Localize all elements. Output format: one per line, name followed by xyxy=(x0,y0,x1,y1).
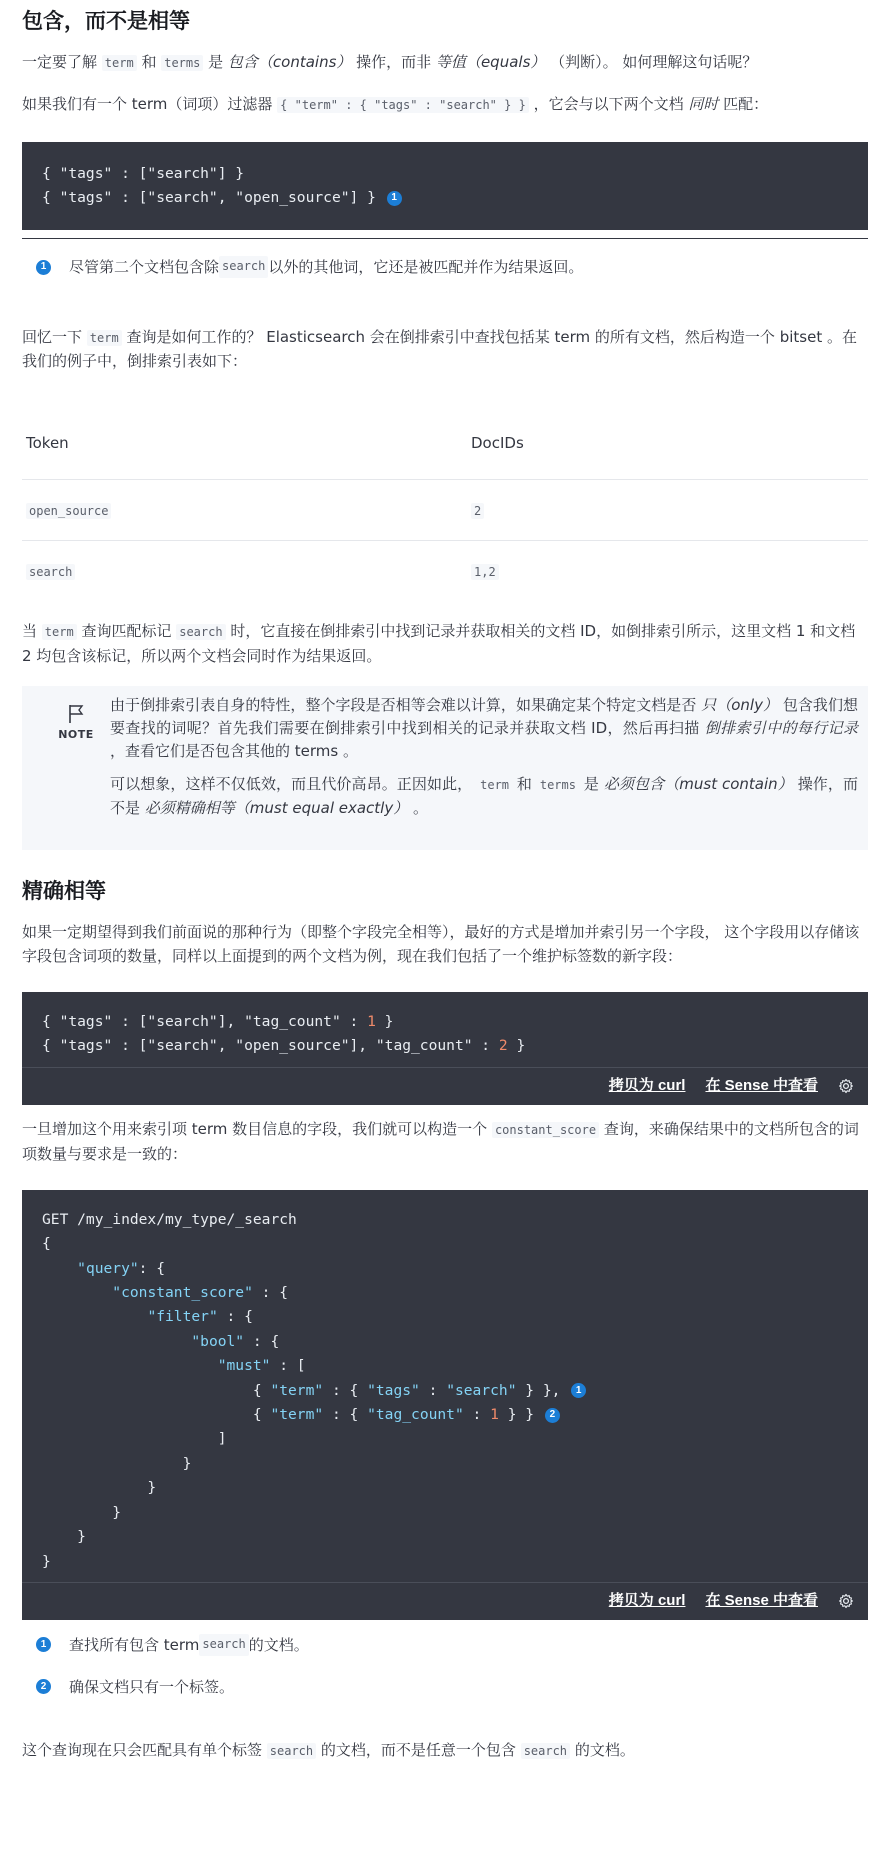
table-row: open_source 2 xyxy=(22,479,868,540)
callout-item: 1 尽管第二个文档包含除 search 以外的其他词，它还是被匹配并作为结果返回。 xyxy=(22,247,868,287)
code-toolbar xyxy=(22,1067,868,1105)
gear-icon[interactable] xyxy=(838,1078,854,1094)
note-box xyxy=(22,686,868,850)
exact-intro-paragraph: 如果一定期望得到我们前面说的那种行为（即整个字段完全相等），最好的方式是增加并索引另一个字段， 这个字段用以存储该字段包含词项的数量，同样以上面提到的两个文档为例，现在我们包括了一个维护标签数的新字段： xyxy=(22,923,860,965)
note-paragraph: 由于倒排索引表自身的特性，整个字段是否相等会难以计算，如果确定某个特定文档是否 只（only） 包含我们想要查找的词呢？首先我们需要在倒排索引中找到相关的记录并获取文档 ID，然后再扫描 倒排索引中的每行记录 ，查看它们是否包含其他的 terms 。 xyxy=(110,696,858,760)
view-in-sense-link[interactable]: 在 Sense 中查看 xyxy=(705,1592,818,1610)
flag-icon xyxy=(68,704,84,724)
table-header: DocIDs xyxy=(467,407,868,479)
copy-as-curl-link[interactable]: 拷贝为 curl xyxy=(608,1592,686,1610)
view-in-sense-link[interactable]: 在 Sense 中查看 xyxy=(705,1077,818,1095)
callout-list-1 xyxy=(22,238,868,287)
intro-paragraph: 一定要了解 term 和 terms 是 包含（contains） 操作，而非 等值（equals） （判断）。 如何理解这句话呢？ xyxy=(22,53,758,71)
code-toolbar xyxy=(22,1582,868,1620)
section-title-exact: 精确相等 xyxy=(22,879,106,903)
inverted-index-paragraph: 回忆一下 term 查询是如何工作的？ Elasticsearch 会在倒排索引中查找包括某 term 的所有文档，然后构造一个 bitset 。在我们的例子中，倒排索引表如下： xyxy=(22,328,857,370)
gear-icon[interactable] xyxy=(838,1593,854,1609)
callout-marker-1: 1 xyxy=(387,191,402,206)
callout-marker-1: 1 xyxy=(571,1383,586,1398)
code-block-tag-count: { "tags" : ["search"], "tag_count" : 1 } { "tags" : ["search", "open_source"], "tag_count" : 2 } 拷贝为 curl 在 Sense 中查看 xyxy=(22,992,868,1105)
section-title-contains: 包含，而不是相等 xyxy=(22,9,190,33)
code-block-docs: { "tags" : ["search"] } { "tags" : ["search", "open_source"] } 1 xyxy=(22,142,868,230)
callout-item: 2 确保文档只有一个标签。 xyxy=(22,1666,868,1708)
code-block-query: GET /my_index/my_type/_search { "query": { "constant_score" : { "filter" : { "bool" : { "must" : [ { "term" : { "tags" : "search" } }, 1 { "term" : { "tag_count" : 1 } } 2 ] } } } } } 拷贝为 curl 在 Sense 中查看 xyxy=(22,1190,868,1620)
table-row: search 1,2 xyxy=(22,540,868,601)
table-header-row xyxy=(22,407,868,479)
callout-marker-2: 2 xyxy=(545,1408,560,1423)
constant-score-paragraph: 一旦增加这个用来索引项 term 数目信息的字段，我们就可以构造一个 constant_score 查询，来确保结果中的文档所包含的词项数量与要求是一致的： xyxy=(22,1119,859,1163)
conclusion-paragraph: 这个查询现在只会匹配具有单个标签 search 的文档，而不是任意一个包含 search 的文档。 xyxy=(22,1740,635,1759)
table-header: Token xyxy=(22,407,467,479)
copy-as-curl-link[interactable]: 拷贝为 curl xyxy=(608,1077,686,1095)
inverted-index-table xyxy=(22,407,868,601)
match-paragraph: 当 term 查询匹配标记 search 时，它直接在倒排索引中找到记录并获取相关的文档 ID，如倒排索引所示，这里文档 1 和文档 2 均包含该标记，所以两个文档会同时作为结果返回。 xyxy=(22,622,856,665)
term-filter-paragraph: 如果我们有一个 term（词项）过滤器 { "term" : { "tags" : "search" } } ，它会与以下两个文档 同时 匹配： xyxy=(22,95,769,113)
note-paragraph: 可以想象，这样不仅低效，而且代价高昂。正因如此， term 和 terms 是 必须包含（must contain） 操作，而不是 必须精确相等（must equal exactly） 。 xyxy=(110,775,858,817)
callout-item: 1 查找所有包含 term search 的文档。 xyxy=(22,1624,868,1666)
callout-list-2 xyxy=(22,1624,868,1708)
note-label: NOTE xyxy=(58,728,94,741)
